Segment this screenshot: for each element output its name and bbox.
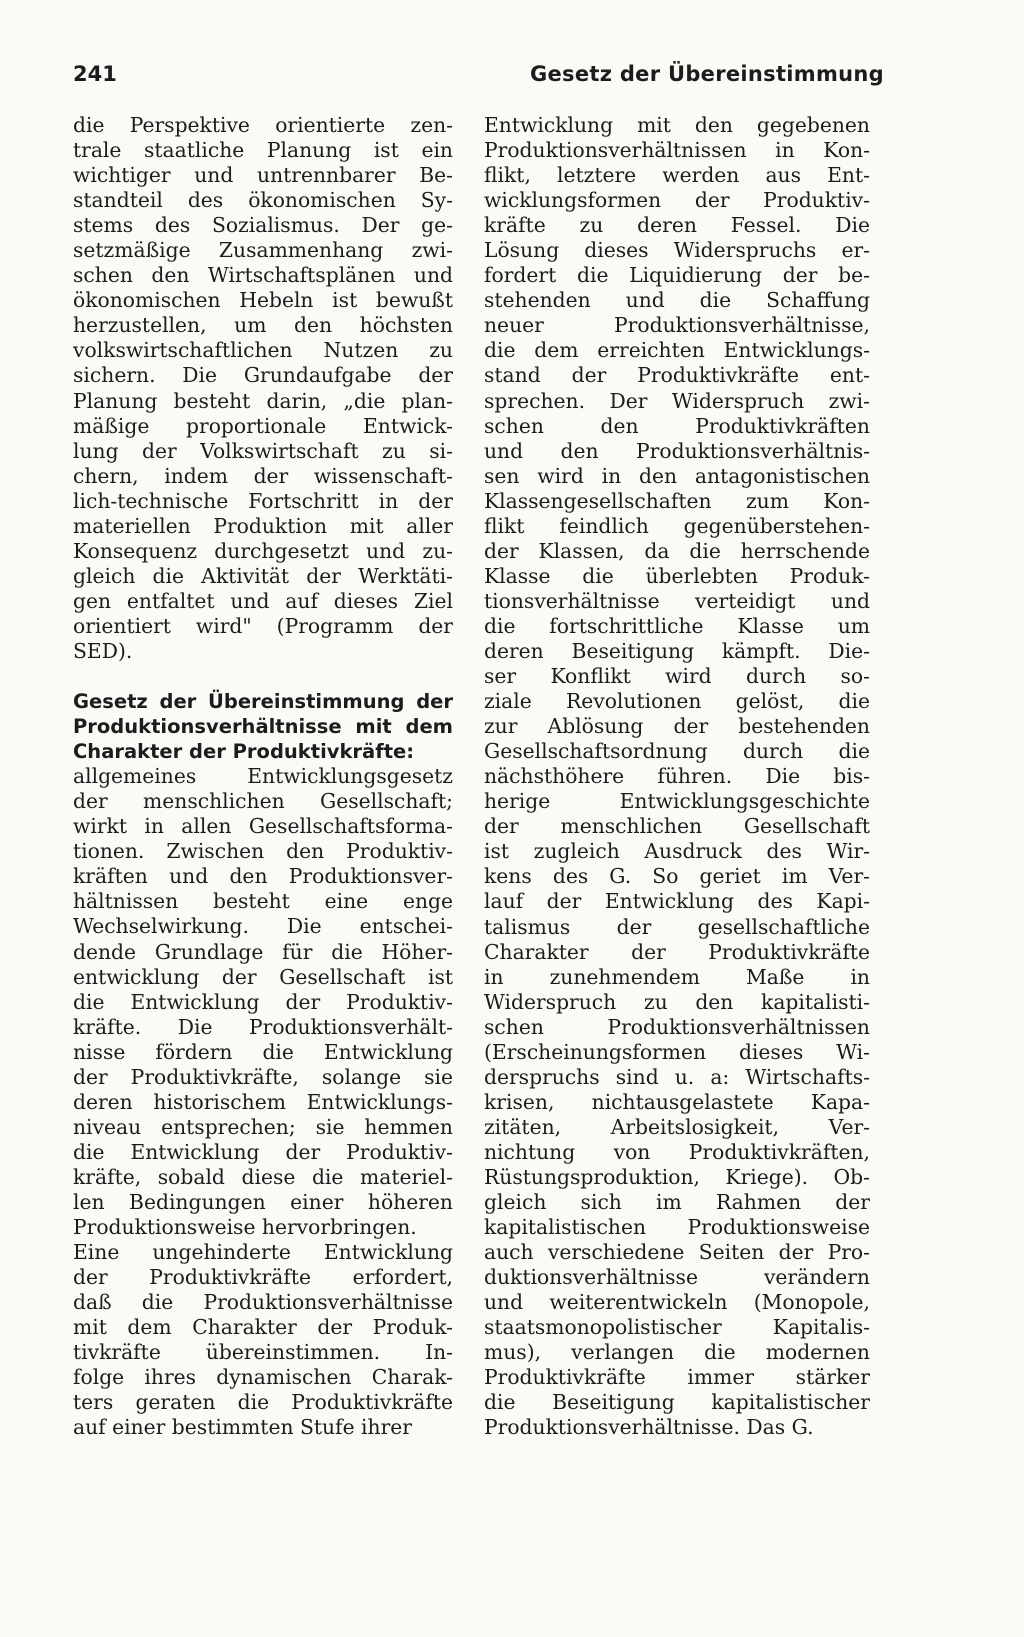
text-line: mäßige proportionale Entwick- xyxy=(73,413,453,438)
paragraph-law-definition xyxy=(73,764,453,1440)
heading-line: Produktionsverhältnisse mit dem xyxy=(73,715,453,739)
text-line: die Perspektive orientierte zen- xyxy=(73,113,453,137)
text-line: wicklungsformen der Produktiv- xyxy=(484,188,870,213)
text-line: deren Beseitigung kämpft. Die- xyxy=(484,638,870,663)
text-line: wirkt in allen Gesellschaftsforma- xyxy=(73,814,453,839)
text-line: lauf der Entwicklung des Kapi- xyxy=(484,889,870,914)
text-line: chern, indem der wissenschaft- xyxy=(73,463,453,488)
text-line: nächsthöhere führen. Die bis- xyxy=(484,764,870,789)
text-line: die Beseitigung kapitalistischer xyxy=(484,1390,870,1415)
running-title: Gesetz der Übereinstimmung xyxy=(529,62,884,86)
entry-heading xyxy=(73,689,453,764)
paragraph-planning xyxy=(73,113,453,664)
text-line: flikt feindlich gegenüberstehen- xyxy=(484,513,870,538)
text-line: derspruchs sind u. a: Wirtschafts- xyxy=(484,1064,870,1089)
text-line: herzustellen, um den höchsten xyxy=(73,313,453,338)
text-line: Produktionsweise hervorbringen. xyxy=(73,1215,417,1240)
text-line: trale staatliche Planung ist ein xyxy=(73,138,453,163)
text-line: kräfte, sobald diese die materiel- xyxy=(73,1164,453,1189)
text-line: der Klassen, da die herrschende xyxy=(484,538,870,563)
text-line: der menschlichen Gesellschaft xyxy=(484,814,870,839)
text-line: Produktivkräfte immer stärker xyxy=(484,1365,870,1390)
text-line: lich-technische Fortschritt in der xyxy=(73,488,453,513)
text-line: herige Entwicklungsgeschichte xyxy=(484,789,870,814)
text-line: mus), verlangen die modernen xyxy=(484,1340,870,1365)
text-line: nichtung von Produktivkräften, xyxy=(484,1139,870,1164)
text-line: schen den Produktivkräften xyxy=(484,413,870,438)
text-line: ist zugleich Ausdruck des Wir- xyxy=(484,839,870,864)
text-line: sen wird in den antagonistischen xyxy=(484,463,870,488)
text-line: die Entwicklung der Produktiv- xyxy=(73,1139,453,1164)
text-line: ters geraten die Produktivkräfte xyxy=(73,1390,453,1415)
text-line: lung der Volkswirtschaft zu si- xyxy=(73,438,453,463)
paragraph-law-continuation xyxy=(484,113,870,1440)
text-line: talismus der gesellschaftliche xyxy=(484,914,870,939)
text-line: standteil des ökonomischen Sy- xyxy=(73,188,453,213)
text-line: SED). xyxy=(73,638,133,663)
text-line: hältnissen besteht eine enge xyxy=(73,889,453,914)
text-line: der Produktivkräfte, solange sie xyxy=(73,1064,453,1089)
text-line: flikt, letztere werden aus Ent- xyxy=(484,163,870,188)
heading-line: Charakter der Produktivkräfte: xyxy=(73,740,415,764)
text-line: sichern. Die Grundaufgabe der xyxy=(73,363,453,388)
text-line: schen den Wirtschaftsplänen und xyxy=(73,263,453,288)
text-line: der menschlichen Gesellschaft; xyxy=(73,789,453,814)
text-line: neuer Produktionsverhältnisse, xyxy=(484,313,870,338)
text-line: krisen, nichtausgelastete Kapa- xyxy=(484,1089,870,1114)
text-line: Wechselwirkung. Die entschei- xyxy=(73,914,453,939)
text-line: zitäten, Arbeitslosigkeit, Ver- xyxy=(484,1114,870,1139)
text-line: kens des G. So geriet im Ver- xyxy=(484,864,870,889)
text-line: die fortschrittliche Klasse um xyxy=(484,613,870,638)
text-line: gleich die Aktivität der Werktäti- xyxy=(73,563,453,588)
text-line: niveau entsprechen; sie hemmen xyxy=(73,1114,453,1139)
text-line: Produktionsverhältnisse. Das G. xyxy=(484,1415,814,1440)
text-line: Widerspruch zu den kapitalisti- xyxy=(484,989,870,1014)
text-line: allgemeines Entwicklungsgesetz xyxy=(73,764,453,789)
text-line: kapitalistischen Produktionsweise xyxy=(484,1215,870,1240)
text-line: ökonomischen Hebeln ist bewußt xyxy=(73,288,453,313)
text-line: auch verschiedene Seiten der Pro- xyxy=(484,1240,870,1265)
text-line: stems des Sozialismus. Der ge- xyxy=(73,213,453,238)
text-line: auf einer bestimmten Stufe ihrer xyxy=(73,1415,412,1440)
text-line: dende Grundlage für die Höher- xyxy=(73,939,453,964)
text-line: gleich sich im Rahmen der xyxy=(484,1190,870,1215)
text-line: ser Konflikt wird durch so- xyxy=(484,664,870,689)
text-line: und den Produktionsverhältnis- xyxy=(484,438,870,463)
text-line: wichtiger und untrennbarer Be- xyxy=(73,163,453,188)
text-line: (Erscheinungsformen dieses Wi- xyxy=(484,1039,870,1064)
text-line: materiellen Produktion mit aller xyxy=(73,513,453,538)
text-line: die dem erreichten Entwicklungs- xyxy=(484,338,870,363)
text-line: tionsverhältnisse verteidigt und xyxy=(484,588,870,613)
text-line: Konsequenz durchgesetzt und zu- xyxy=(73,538,453,563)
text-line: setzmäßige Zusammenhang zwi- xyxy=(73,238,453,263)
text-line: Klassengesellschaften zum Kon- xyxy=(484,488,870,513)
text-line: der Produktivkräfte erfordert, xyxy=(73,1265,453,1290)
right-column xyxy=(484,113,870,1440)
page-number: 241 xyxy=(73,62,117,86)
text-line: folge ihres dynamischen Charak- xyxy=(73,1365,453,1390)
text-line: kräfte zu deren Fessel. Die xyxy=(484,213,870,238)
text-line: Lösung dieses Widerspruchs er- xyxy=(484,238,870,263)
text-line: Rüstungsproduktion, Kriege). Ob- xyxy=(484,1164,870,1189)
heading-line: Gesetz der Übereinstimmung der xyxy=(73,690,453,714)
text-line: stehenden und die Schaffung xyxy=(484,288,870,313)
text-line: nisse fördern die Entwicklung xyxy=(73,1039,453,1064)
text-line: entwicklung der Gesellschaft ist xyxy=(73,964,453,989)
text-line: staatsmonopolistischer Kapitalis- xyxy=(484,1315,870,1340)
text-line: orientiert wird" (Programm der xyxy=(73,613,453,638)
text-line: daß die Produktionsverhältnisse xyxy=(73,1290,453,1315)
text-line: Charakter der Produktivkräfte xyxy=(484,939,870,964)
text-line: Planung besteht darin, „die plan- xyxy=(73,388,453,413)
left-column xyxy=(73,113,453,1440)
text-line: zur Ablösung der bestehenden xyxy=(484,714,870,739)
text-line: und weiterentwickeln (Monopole, xyxy=(484,1290,870,1315)
text-line: duktionsverhältnisse verändern xyxy=(484,1265,870,1290)
text-line: mit dem Charakter der Produk- xyxy=(73,1315,453,1340)
text-line: sprechen. Der Widerspruch zwi- xyxy=(484,388,870,413)
text-line: kräften und den Produktionsver- xyxy=(73,864,453,889)
text-line: volkswirtschaftlichen Nutzen zu xyxy=(73,338,453,363)
text-line: Entwicklung mit den gegebenen xyxy=(484,113,870,137)
text-line: in zunehmendem Maße in xyxy=(484,964,870,989)
text-line: Klasse die überlebten Produk- xyxy=(484,563,870,588)
text-line: deren historischem Entwicklungs- xyxy=(73,1089,453,1114)
text-line: tionen. Zwischen den Produktiv- xyxy=(73,839,453,864)
text-line: tivkräfte übereinstimmen. In- xyxy=(73,1340,453,1365)
text-line: kräfte. Die Produktionsverhält- xyxy=(73,1014,453,1039)
text-line: len Bedingungen einer höheren xyxy=(73,1189,453,1214)
text-line: die Entwicklung der Produktiv- xyxy=(73,989,453,1014)
text-line: fordert die Liquidierung der be- xyxy=(484,263,870,288)
text-line: schen Produktionsverhältnissen xyxy=(484,1014,870,1039)
text-line: stand der Produktivkräfte ent- xyxy=(484,363,870,388)
text-line: Produktionsverhältnissen in Kon- xyxy=(484,138,870,163)
text-line: ziale Revolutionen gelöst, die xyxy=(484,689,870,714)
text-line: Eine ungehinderte Entwicklung xyxy=(73,1240,453,1265)
paragraph-gap xyxy=(73,664,453,689)
text-line: gen entfaltet und auf dieses Ziel xyxy=(73,588,453,613)
text-line: Gesellschaftsordnung durch die xyxy=(484,739,870,764)
